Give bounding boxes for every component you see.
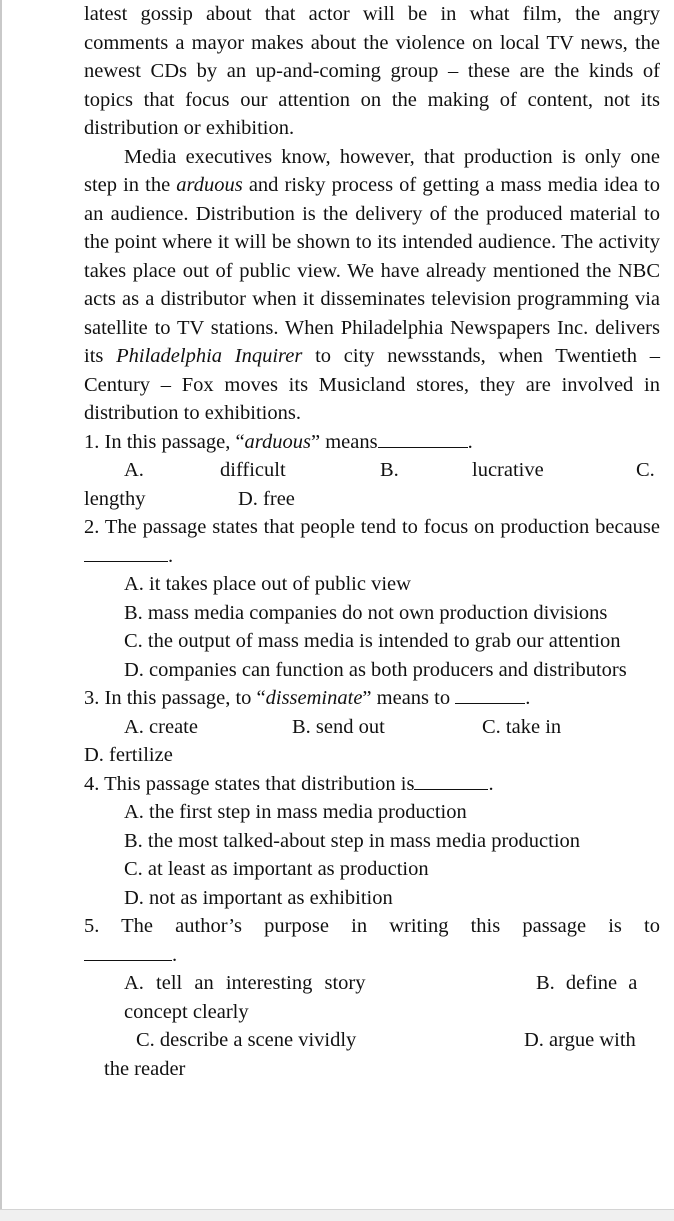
question-2-stem: 2. The passage states that people tend to focus on production because. [84,516,660,567]
q5-option-b-head[interactable]: B. define a [536,972,638,994]
q3-option-c[interactable]: C. take in [482,715,562,738]
question-1-options-row [84,456,660,485]
page-bottom-band [0,1209,674,1221]
question-3-stem: 3. In this passage, to “disseminate” means to . [84,687,531,709]
q1-option-b-text[interactable]: lucrative [472,459,544,481]
q3-option-b[interactable]: B. send out [292,715,385,738]
question-5-options-row-2 [84,998,660,1027]
question-1 [84,428,660,514]
q4-option-b[interactable]: B. the most talked-about step in mass media production [124,829,581,852]
q2-option-c[interactable]: C. the output of mass media is intended to grab our attention [124,630,621,652]
q5-option-b-tail[interactable]: concept clearly [124,1000,249,1023]
question-5-options-row-3 [84,1026,660,1055]
p2-italic-arduous: arduous [176,174,243,196]
question-4 [84,770,660,913]
p2-text-c: to city newsstands, when Twentieth – Century – Fox moves its Musicland stores, they are involved in distribution to exhibitions. [84,345,660,424]
q2-option-d[interactable]: D. companies can function as both producers and distributors [124,658,627,681]
answer-blank-2[interactable] [84,561,168,562]
question-1-stem: 1. In this passage, “arduous” means . [84,430,473,453]
question-1-options-row-2 [84,485,660,514]
p2-text-b: and risky process of getting a mass media idea to an audience. Distribution is the delivery of the produced material to the point where it will be shown to its intended audience. The activity takes place out of public view. We have already mentioned the NBC acts as a distributor when it disseminates television programming via satellite to TV stations. When Philadelphia Newspapers Inc. delivers its [84,174,660,367]
p2-text-a: Media executives know, however, that production is only one step in the [84,145,660,196]
p2-italic-inquirer: Philadelphia Inquirer [116,345,303,367]
answer-blank-4[interactable] [414,789,488,790]
question-5 [84,912,660,1083]
answer-blank-5[interactable] [84,960,172,961]
document-page [84,0,660,1083]
question-3 [84,684,660,770]
q3-italic-disseminate: disseminate [265,687,363,709]
q5-option-d-tail[interactable]: the reader [104,1057,186,1080]
q1-option-c-text[interactable]: lengthy [84,487,146,510]
question-5-stem: 5. The author’s purpose in writing this passage is to [84,915,660,937]
q5-option-c[interactable]: C. describe a scene vividly [136,1029,357,1051]
q1-option-a-letter[interactable]: A. [124,459,144,481]
q5-option-a[interactable]: A. tell an interesting story [124,972,366,994]
passage-paragraph-1: latest gossip about that actor will be in what film, the angry comments a mayor makes about the violence on local TV news, the newest CDs by an up-and-coming group – these are the kinds of topics that focus our attention on the making of content, not its distribution or exhibition. [84,3,660,139]
question-3-options-row-2 [84,741,660,770]
q4-option-d[interactable]: D. not as important as exhibition [124,886,393,909]
question-2 [84,513,660,684]
q2-option-b[interactable]: B. mass media companies do not own production divisions [124,601,608,624]
question-5-options-row [84,969,660,998]
q4-option-a[interactable]: A. the first step in mass media production [124,801,467,823]
q1-option-b-letter[interactable]: B. [380,459,399,481]
q1-option-a-text[interactable]: difficult [220,459,286,481]
q2-option-a[interactable]: A. it takes place out of public view [124,573,411,595]
question-4-stem: 4. This passage states that distribution is . [84,772,494,795]
page-left-edge [0,0,2,1220]
q1-italic-arduous: arduous [244,430,311,453]
question-5-blank-line: . [84,941,660,970]
q1-option-d[interactable]: D. free [238,487,295,510]
q3-option-d[interactable]: D. fertilize [84,744,173,766]
answer-blank-1[interactable] [378,447,468,448]
passage-paragraph-2 [84,143,660,428]
question-3-options-row [84,713,660,742]
q1-option-c-letter[interactable]: C. [636,459,655,481]
answer-blank-3[interactable] [455,703,525,704]
question-5-options-row-4 [84,1055,660,1084]
q5-option-d-head[interactable]: D. argue with [524,1029,636,1051]
q4-option-c[interactable]: C. at least as important as production [124,858,429,880]
q3-option-a[interactable]: A. create [124,715,198,738]
